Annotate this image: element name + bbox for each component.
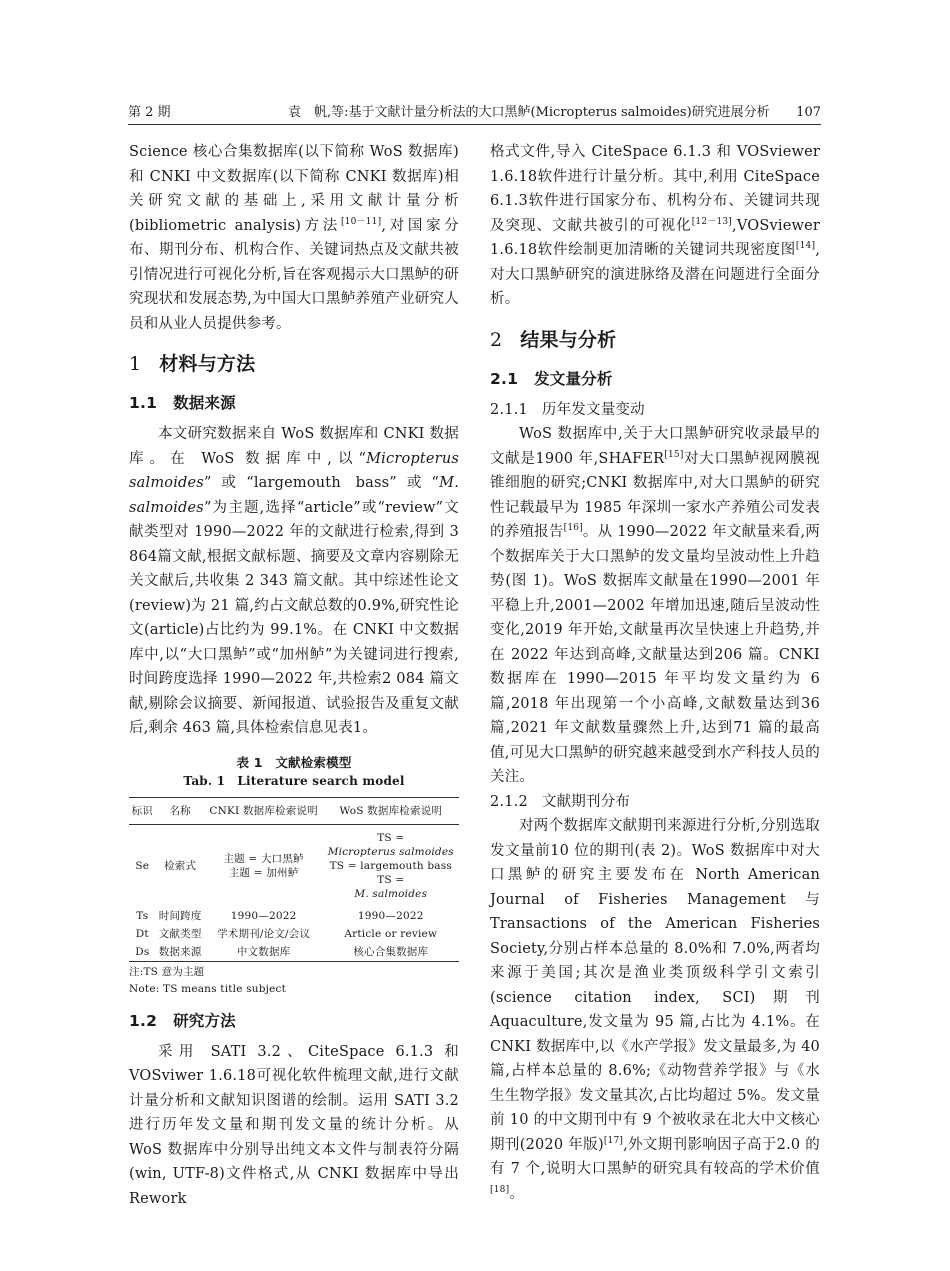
citation: [10－11]	[341, 216, 382, 227]
table-cell: Ds	[129, 943, 156, 962]
table-cell: Dt	[135, 927, 149, 940]
table-cell: 1990—2022	[230, 909, 297, 922]
method-paragraph: 采用 SATI 3.2、CiteSpace 6.1.3 和 VOSviwer 1.6.18可视化软件梳理文献,进行文献计量分析和文献知识图谱的绘制。运用 SATI 3.2 进行历年发文量和期刊发文量的统计分析。从 WoS 数据库中分别导出纯文本文件与制表符分隔(win, UTF-8)文件格式,从 CNKI 数据库中导出 Rework	[129, 1043, 459, 1207]
table-row	[129, 943, 459, 962]
subsubsection-heading-2-1-1: 2.1.1 历年发文量变动	[490, 401, 645, 418]
page-number: 107	[796, 105, 821, 120]
right-column	[490, 140, 820, 1206]
citation: [15]	[664, 449, 684, 460]
header-rule	[128, 124, 821, 125]
table-header-cell: 标识	[129, 797, 156, 824]
table-cell: Ts	[136, 909, 149, 922]
citation: [18]	[490, 1184, 510, 1195]
table-note-cn: 注:TS 意为主题	[129, 965, 205, 978]
table-caption-cn: 表 1 文献检索模型	[236, 754, 352, 770]
table-cell: 检索式	[164, 859, 197, 872]
table-caption-en: Tab. 1 Literature search model	[183, 773, 405, 788]
data-source-paragraph: 本文研究数据来自 WoS 数据库和 CNKI 数据库。在 WoS 数据库中,以“Micropterus salmoides”或“largemouth bass”或“M. salmoides”为主题,选择“article”或“review”文献类型对 1990—2022 年的文献进行检索,得到 3 864篇文献,根据文献标题、摘要及文章内容剔除无关文献后,共收集 2 343 篇文献。其中综述性论文(review)为 21 篇,约占文献总数的0.9%,研究性论文(article)占比约为 99.1%。在 CNKI 中文数据库中,以“大口黑鲈”或“加州鲈”为关键词进行搜索,时间跨度选择 1990—2022 年,共检索2 084 篇文献,剔除会议摘要、新闻报道、试验报告及重复文献后,剩余 463 篇,具体检索信息见表1。	[129, 426, 459, 736]
table-cell: 学术期刊/论文/会议	[217, 927, 311, 940]
section-heading-1: 1 材料与方法	[129, 353, 256, 375]
running-title: 袁 帆,等:基于文献计量分析法的大口黑鲈(Micropterus salmoides)研究进展分析	[288, 105, 770, 120]
table-cell: 中文数据库	[205, 943, 323, 962]
literature-search-table	[129, 797, 459, 962]
table-note-en: Note: TS means title subject	[129, 982, 287, 995]
table-row	[129, 824, 459, 907]
annual-output-paragraph: WoS 数据库中,关于大口黑鲈研究收录最早的文献是1900 年,SHAFER[15]对大口黑鲈视网膜视锥细胞的研究;CNKI 数据库中,对大口黑鲈的研究性记载最早为 1985 年深圳一家水产养殖公司发表的养殖报告[16]。从 1990—2022 年文献量来看,两个数据库关于大口黑鲈的发文量均呈波动性上升趋势(图 1)。WoS 数据库文献量在1990—2001 年平稳上升,2001—2002 年增加迅速,随后呈波动性变化,2019 年开始,文献量再次呈快速上升趋势,并在 2022 年达到高峰,文献量达到206 篇。CNKI 数据库在 1990—2015 年平均发文量约为 6 篇,2018 年出现第一个小高峰,文献数量达到36 篇,2021 年文献数量骤然上升,达到71 篇的最高值,可见大口黑鲈的研究越来越受到水产科技人员的关注。	[490, 426, 821, 785]
table-row	[129, 925, 459, 943]
intro-paragraph: Science 核心合集数据库(以下简称 WoS 数据库)和 CNKI 中文数据库(以下简称 CNKI 数据库)相关研究文献的基础上,采用文献计量分析(bibliometric analysis)方法[10－11],对国家分布、期刊分布、机构合作、关键词热点及文献共被引情况进行可视化分析,旨在客观揭示大口黑鲈的研究现状和发展态势,为中国大口黑鲈养殖产业研究人员和从业人员提供参考。	[129, 144, 460, 332]
citation: [17]	[603, 1135, 624, 1146]
journal-distribution-paragraph: 对两个数据库文献期刊来源进行分析,分别选取发文量前10 位的期刊(表 2)。WoS 数据库中对大口黑鲈的研究主要发布在 North American Journal of Fisheries Management 与 Transactions of the American Fisheries Society,分别占样本总量的 8.0%和 7.0%,两者均来源于美国;其次是渔业类顶级科学引文索引(science citation index, SCI)期刊 Aquaculture,发文量为 95 篇,占比为 4.1%。在 CNKI 数据库中,以《水产学报》发文量最多,为 40 篇,占样本总量的 8.6%;《动物营养学报》与《水生生物学报》发文量其次,占比均超过 5%。发文量前 10 的中文期刊中有 9 个被收录在北大中文核心期刊(2020 年版)[17],外文期刊影响因子高于2.0 的有 7 个,说明大口黑鲈的研究具有较高的学术价值[18]。	[490, 818, 820, 1202]
table-cell: 核心合集数据库	[323, 943, 459, 962]
subsection-heading-2-1: 2.1 发文量分析	[490, 369, 613, 388]
running-header	[128, 103, 821, 125]
table-cell: 时间跨度	[158, 909, 202, 922]
subsubsection-heading-2-1-2: 2.1.2 文献期刊分布	[490, 793, 631, 810]
subsection-heading-1-1: 1.1 数据来源	[129, 394, 236, 412]
table-cell: TS = Micropterus salmoides TS = largemouth bass TS = M. salmoides	[327, 831, 454, 900]
table-row	[129, 907, 459, 925]
citation: [14]	[795, 241, 816, 252]
table-cell: Article or review	[344, 927, 438, 940]
table-cell: 数据来源	[156, 943, 205, 962]
table-header-row	[129, 797, 459, 824]
table-cell: 1990—2022	[357, 909, 424, 922]
table-cell: 文献类型	[158, 927, 202, 940]
table-header-cell: CNKI 数据库检索说明	[205, 797, 323, 824]
table-header-cell: 名称	[156, 797, 205, 824]
subsection-heading-1-2: 1.2 研究方法	[129, 1011, 236, 1030]
method-paragraph-continued: 格式文件,导入 CiteSpace 6.1.3 和 VOSviewer 1.6.18软件进行计量分析。其中,利用 CiteSpace 6.1.3软件进行国家分布、机构分布、关键词共现及突现、文献共被引的可视化[12－13],VOSviewer 1.6.18软件绘制更加清晰的关键词共现密度图[14],对大口黑鲈研究的演进脉络及潜在问题进行全面分析。	[490, 144, 820, 307]
table-cell: Se	[135, 859, 150, 872]
left-column	[129, 140, 459, 1211]
section-heading-2: 2 结果与分析	[490, 328, 617, 351]
citation: [16]	[563, 523, 583, 534]
table-header-cell: WoS 数据库检索说明	[323, 797, 459, 824]
issue-label: 第 2 期	[128, 105, 171, 120]
citation: [12－13]	[691, 216, 733, 227]
table-cell: 主题 = 大口黑鲈 主题 = 加州鲈	[223, 852, 304, 879]
